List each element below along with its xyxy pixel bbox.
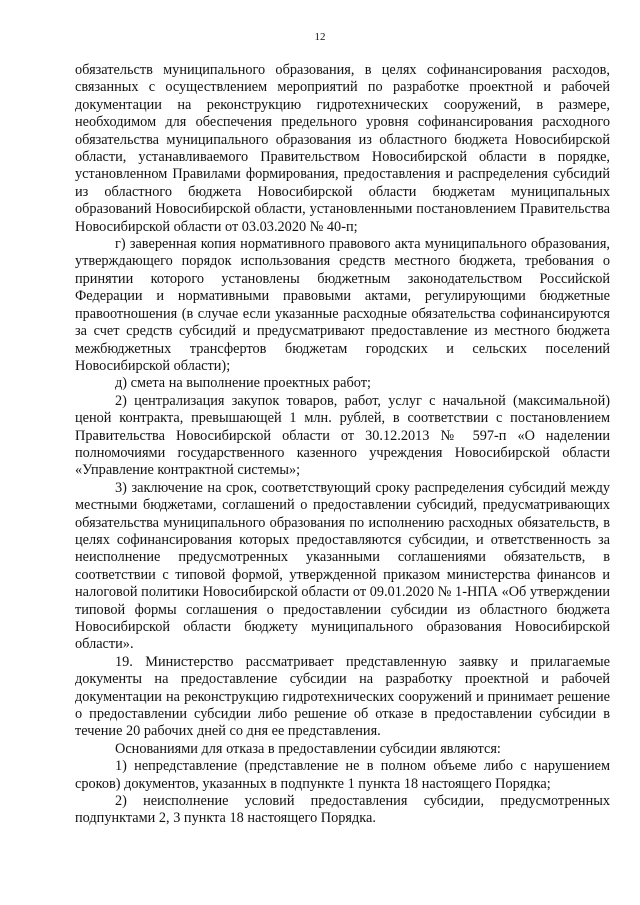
page-number: 12 <box>314 31 326 43</box>
paragraph-item-d: д) смета на выполнение проектных работ; <box>115 375 371 392</box>
paragraph-item-g: г) заверенная копия нормативного правового акта муниципального образования, утверждающего порядок использования средств местного бюджета, требования о принятии которого установлены бюджетным законодательством Российской Федерации и нормативными правовыми актами, регулирующими бюджетные правоотношения (в случае если указанные расходные обязательства софинансируются за счет средств субсидий и предусматривают предоставление из местного бюджета межбюджетных трансфертов бюджетам городских и сельских поселений Новосибирской области); <box>75 236 610 374</box>
document-body <box>75 62 610 828</box>
paragraph-refusal-grounds-heading: Основаниями для отказа в предоставлении субсидии являются: <box>115 740 501 757</box>
paragraph-refusal-ground-1: 1) непредставление (представление не в полном объеме либо с нарушением сроков) документов, указанных в подпункте 1 пункта 18 настоящего Порядка; <box>75 758 610 792</box>
paragraph-item-3-agreements: 3) заключение на срок, соответствующий сроку распределения субсидий между местными бюджетами, соглашений о предоставлении субсидий, предусматривающих обязательства муниципального образования по исполнению расходных обязательств, в целях софинансирования которых предоставляются субсидии, и ответственность за неисполнение предусмотренных указанными соглашениями обязательств, в соответствии с типовой формой, утвержденной приказом министерства финансов и налоговой политики Новосибирской области от 09.01.2020 № 1-НПА «Об утверждении типовой формы соглашения о предоставлении субсидии из областного бюджета Новосибирской области бюджету муниципального образования Новосибирской области». <box>75 479 610 653</box>
paragraph-item-2-centralization: 2) централизация закупок товаров, работ, услуг с начальной (максимальной) ценой контракта, превышающей 1 млн. рублей, в соответствии с постановлением Правительства Новосибирской области от 30.12.2013 № 597-п «О наделении полномочиями государственного казенного учреждения Новосибирской области «Управление контрактной системы»; <box>75 392 610 479</box>
paragraph-section-19: 19. Министерство рассматривает представленную заявку и прилагаемые документы на предоставление субсидии на разработку проектной и рабочей документации на реконструкцию гидротехнических сооружений и принимает решение о предоставлении субсидии либо решение об отказе в предоставлении субсидии в течение 20 рабочих дней со дня ее представления. <box>75 653 610 740</box>
paragraph-obligations-continuation: обязательств муниципального образования, в целях софинансирования расходов, связанных с осуществлением мероприятий по разработке проектной и рабочей документации на реконструкцию гидротехнических сооружений, в размере, необходимом для обеспечения предельного уровня софинансирования расходного обязательства муниципального образования из областного бюджета Новосибирской области, устанавливаемого Правительством Новосибирской области в порядке, установленном Правилами формирования, предоставления и распределения субсидий из областного бюджета Новосибирской области бюджетам муниципальных образований Новосибирской области, установленными постановлением Правительства Новосибирской области от 03.03.2020 № 40-п; <box>75 62 610 235</box>
paragraph-refusal-ground-2: 2) неисполнение условий предоставления субсидии, предусмотренных подпунктами 2, 3 пункта 18 настоящего Порядка. <box>75 793 610 827</box>
